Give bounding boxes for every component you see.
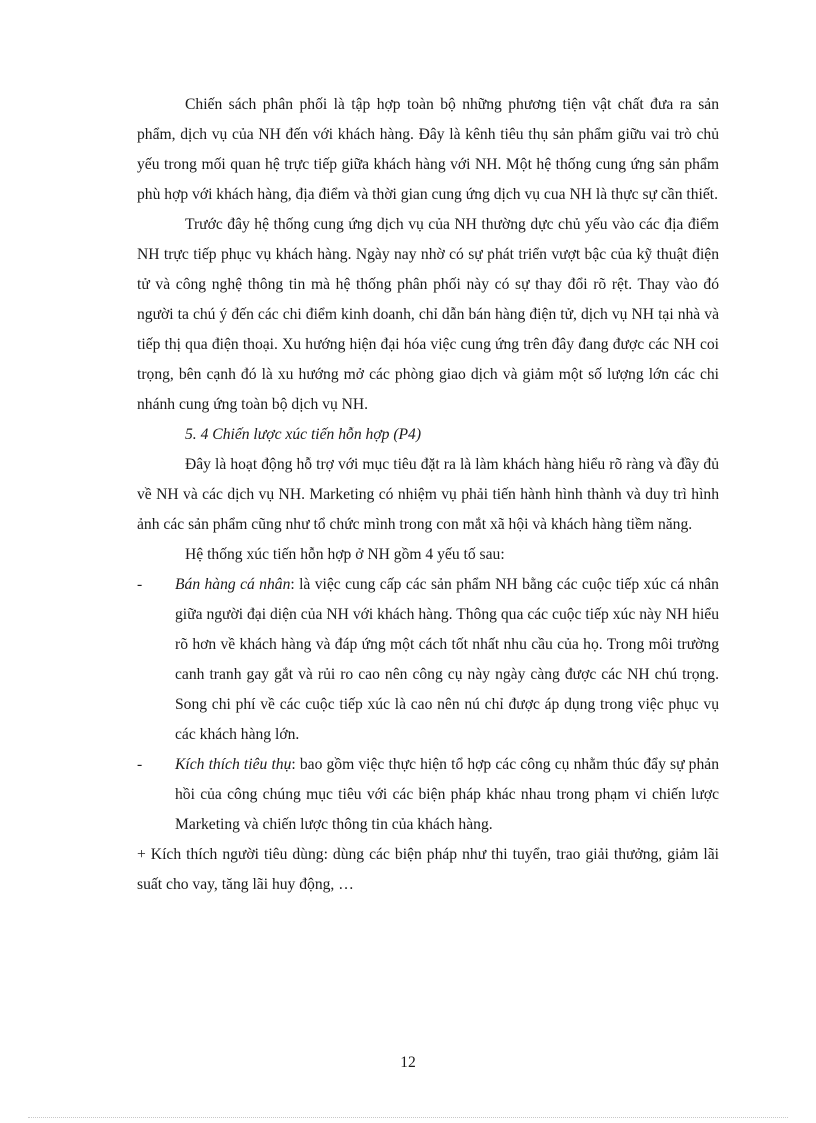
bullet-text [175, 570, 719, 750]
page-number: 12 [400, 1054, 416, 1071]
bullet-description: : bao gồm việc thực hiện tổ hợp các công cụ nhằm thúc đẩy sự phản hồi của công chúng mục tiêu với các biện pháp khác nhau trong phạm vi chiến lược Marketing và chiến lược thông tin của khách hàng. [175, 756, 719, 833]
paragraph-distribution-policy: Chiến sách phân phối là tập hợp toàn bộ những phương tiện vật chất đưa ra sản phẩm, dịch vụ của NH đến với khách hàng. Đây là kênh tiêu thụ sản phẩm giữu vai trò chủ yếu trong mối quan hệ trực tiếp giữa khách hàng với NH. Một hệ thống cung ứng sản phẩm phù hợp với khách hàng, địa điểm và thời gian cung ứng dịch vụ cua NH là thực sự cần thiết. [137, 96, 719, 203]
body-text [137, 90, 719, 900]
paragraph-promotion-purpose: Đây là hoạt động hỗ trợ với mục tiêu đặt ra là làm khách hàng hiểu rõ ràng và đầy đủ về NH và các dịch vụ NH. Marketing có nhiệm vụ phải tiến hành hình thành và duy trì hình ảnh các sản phẩm cũng như tổ chức mình trong con mắt xã hội và khách hàng tiềm năng. [137, 456, 719, 533]
bullet-item-personal-selling [137, 570, 719, 750]
bullet-text [175, 750, 719, 840]
bullet-item-sales-promotion [137, 750, 719, 840]
paragraph-promotion-elements: Hệ thống xúc tiến hỗn hợp ở NH gồm 4 yếu tố sau: [185, 546, 505, 563]
bullet-description: : là việc cung cấp các sản phẩm NH bằng các cuộc tiếp xúc cá nhân giữa người đại diện của NH với khách hàng. Thông qua các cuộc tiếp xúc này NH hiểu rõ hơn về khách hàng và đáp ứng một cách tốt nhất nhu cầu của họ. Trong môi trường canh tranh gay gắt và rủi ro cao nên công cụ này ngày càng được các NH chú trọng. Song chi phí về các cuộc tiếp xúc là cao nên nú chỉ được áp dụng trong việc phục vụ các khách hàng lớn. [175, 576, 719, 743]
bullet-term: Kích thích tiêu thụ [175, 756, 292, 773]
bullet-dash: - [137, 756, 143, 773]
plus-item-consumer-incentives: + Kích thích người tiêu dùng: dùng các biện pháp như thi tuyển, trao giải thưởng, giảm lãi suất cho vay, tăng lãi huy động, … [137, 846, 719, 893]
paragraph-distribution-system: Trước đây hệ thống cung ứng dịch vụ của NH thường dực chủ yếu vào các địa điểm NH trực tiếp phục vụ khách hàng. Ngày nay nhờ có sự phát triển vượt bậc của kỹ thuật điện tử và công nghệ thông tin mà hệ thống phân phối này có sự thay đổi rõ rệt. Thay vào đó người ta chú ý đến các chi điểm kinh doanh, chỉ dẫn bán hàng điện tử, dịch vụ NH tại nhà và tiếp thị qua điện thoại. Xu hướng hiện đại hóa việc cung ứng trên đây đang được các NH coi trọng, bên cạnh đó là xu hướng mở các phòng giao dịch và giảm một số lượng lớn các chi nhánh cung ứng toàn bộ dịch vụ NH. [137, 216, 719, 413]
page-bottom-divider [28, 1117, 788, 1118]
section-heading: 5. 4 Chiến lược xúc tiến hỗn hợp (P4) [185, 426, 422, 443]
bullet-term: Bán hàng cá nhân [175, 576, 291, 593]
bullet-dash: - [137, 576, 143, 593]
